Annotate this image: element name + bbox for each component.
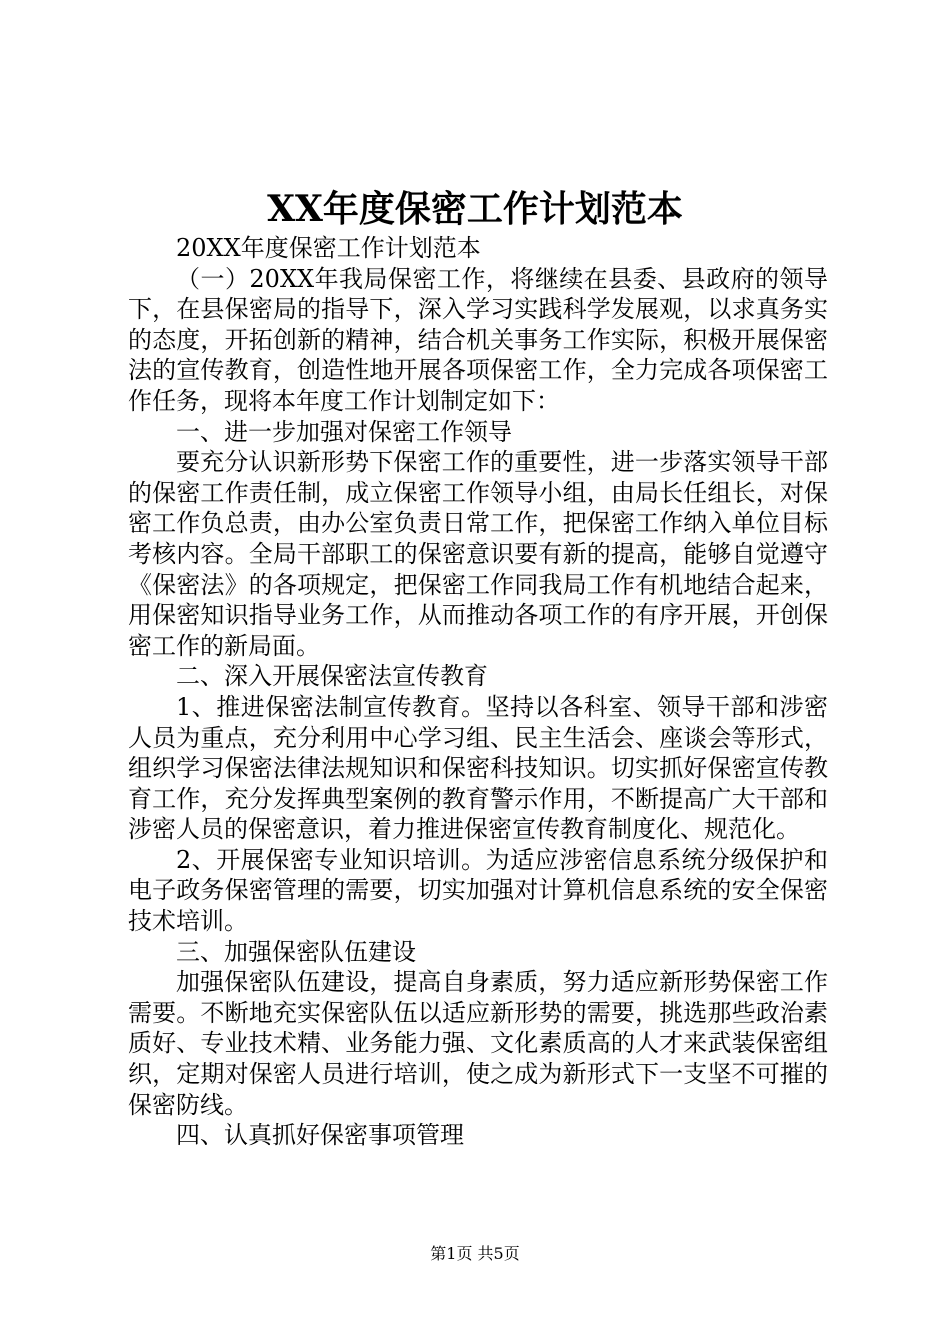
section-heading-4: 四、认真抓好保密事项管理 [176,1121,464,1150]
paragraph-section-2-item-1: 1、推进保密法制宣传教育。坚持以各科室、领导干部和涉密人员为重点，充分利用中心学习组、民主生活会、座谈会等形式，组织学习保密法律法规知识和保密科技知识。切实抓好保密宣传教育工作，充分发挥典型案例的教育警示作用，不断提高广大干部和涉密人员的保密意识，着力推进保密宣传教育制度化、规范化。 [128,692,828,844]
paragraph-section-2-item-2: 2、开展保密专业知识培训。为适应涉密信息系统分级保护和电子政务保密管理的需要，切实加强对计算机信息系统的安全保密技术培训。 [128,845,828,936]
paragraph-subtitle: 20XX年度保密工作计划范本 [176,234,481,262]
page-indicator: 第1页 共5页 [430,1244,520,1263]
section-heading-3: 三、加强保密队伍建设 [176,937,416,966]
paragraph-intro: （一）20XX年我局保密工作，将继续在县委、县政府的领导下，在县保密局的指导下，深入学习实践科学发展观，以求真务实的态度，开拓创新的精神，结合机关事务工作实际，积极开展保密法的宣传教育，创造性地开展各项保密工作，全力完成各项保密工作任务，现将本年度工作计划制定如下： [128,264,828,415]
document-title: XX年度保密工作计划范本 [267,188,683,230]
paragraph-section-1: 要充分认识新形势下保密工作的重要性，进一步落实领导干部的保密工作责任制，成立保密工作领导小组，由局长任组长，对保密工作负总责，由办公室负责日常工作，把保密工作纳入单位目标考核内容。全局干部职工的保密意识要有新的提高，能够自觉遵守《保密法》的各项规定，把保密工作同我局工作有机地结合起来，用保密知识指导业务工作，从而推动各项工作的有序开展，开创保密工作的新局面。 [128,448,828,660]
paragraph-section-3: 加强保密队伍建设，提高自身素质，努力适应新形势保密工作需要。不断地充实保密队伍以适应新形势的需要，挑选那些政治素质好、专业技术精、业务能力强、文化素质高的人才来武装保密组织，定期对保密人员进行培训，使之成为新形式下一支坚不可摧的保密防线。 [128,968,828,1119]
section-heading-1: 一、进一步加强对保密工作领导 [176,417,512,446]
section-heading-2: 二、深入开展保密法宣传教育 [176,662,488,691]
document-body [128,233,828,1151]
